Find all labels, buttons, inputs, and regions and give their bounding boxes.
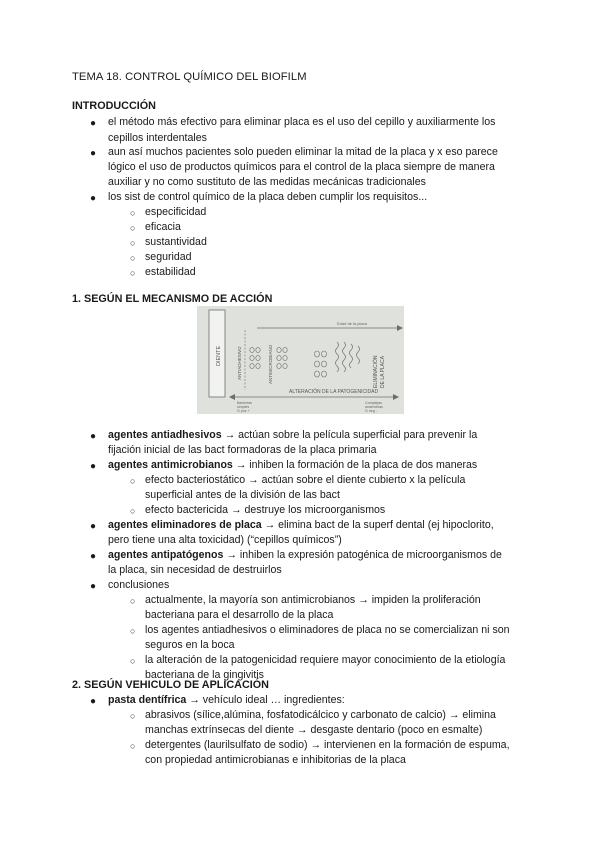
conclusion-3-line-1: la alteración de la patogenicidad requiere mayor conocimiento de la etiología — [145, 654, 506, 666]
circle-bullet-icon: ○ — [130, 656, 136, 666]
agent-2-sub-1-line-2: superficial antes de la división de las bact — [145, 489, 340, 501]
conclusion-1-line-2: bacteriana para el desarrollo de la placa — [145, 609, 334, 621]
agent-3-line-1 — [108, 519, 494, 531]
left-note-1: Bacterias — [237, 401, 252, 405]
intro-bullet-2-line-1: aun así muchos pacientes solo pueden eliminar la mitad de la placa y x eso parece — [108, 146, 498, 158]
requirement-item: especificidad — [145, 206, 207, 218]
agent-2-desc: → inhiben la formación de la placa de dos maneras — [232, 459, 478, 471]
ingredient-2-line-2: con propiedad antimicrobianas e inhibitorias de la placa — [145, 754, 406, 766]
conclusion-2-line-1: los agentes antiadhesivos o eliminadores de placa no se comercializan ni son — [145, 624, 510, 636]
circle-bullet-icon: ○ — [130, 268, 136, 278]
bullet-icon: ● — [90, 118, 97, 129]
agent-2-line-1 — [108, 459, 477, 471]
circle-bullet-icon: ○ — [130, 626, 136, 636]
bullet-icon: ● — [90, 193, 97, 204]
bullet-icon: ● — [90, 521, 97, 532]
left-note-3: G pos + — [237, 409, 250, 413]
antiadhesivo-label: ANTIADHESIVO — [237, 346, 242, 380]
circle-bullet-icon: ○ — [130, 596, 136, 606]
eliminacion-label: ELIMINACIÓN — [373, 355, 379, 388]
circle-bullet-icon: ○ — [130, 741, 136, 751]
intro-heading: INTRODUCCIÓN — [72, 100, 156, 112]
agent-3-desc: → elimina bact de la superf dental (ej hipoclorito, — [261, 519, 494, 531]
agent-1-line-1 — [108, 429, 477, 441]
requirement-item: estabilidad — [145, 266, 196, 278]
agent-4-term: agentes antipatógenos — [108, 549, 224, 561]
circle-bullet-icon: ○ — [130, 238, 136, 248]
requirement-item: seguridad — [145, 251, 192, 263]
agent-4-line-2: la placa, sin necesidad de destruirlos — [108, 564, 282, 576]
bullet-icon: ● — [90, 461, 97, 472]
circle-bullet-icon: ○ — [130, 711, 136, 721]
bullet-icon: ● — [90, 581, 97, 592]
intro-bullet-1-line-2: cepillos interdentales — [108, 132, 207, 144]
agent-4-desc: → inhiben la expresión patogénica de microorganismos de — [223, 549, 502, 561]
agent-1-desc: → actúan sobre la película superficial para prevenir la — [221, 429, 478, 441]
agent-4-line-1 — [108, 549, 502, 561]
bullet-icon: ● — [90, 431, 97, 442]
edad-label: Edad de la placa — [337, 321, 367, 326]
bullet-icon: ● — [90, 148, 97, 159]
circle-bullet-icon: ○ — [130, 223, 136, 233]
right-note-3: G neg - — [365, 409, 377, 413]
left-note-2: simples — [237, 405, 250, 409]
toothpaste-desc: → vehículo ideal … ingredientes: — [186, 694, 345, 706]
requirement-item: sustantividad — [145, 236, 207, 248]
agent-2-sub-2-line-1: efecto bactericida → destruye los microorganismos — [145, 504, 386, 516]
section-1-heading: 1. SEGÚN EL MECANISMO DE ACCIÓN — [72, 293, 273, 305]
right-note-1: Complejas — [365, 401, 382, 405]
ingredient-1-line-2: manchas extrínsecas del diente → desgaste dentario (poco en esmalte) — [145, 724, 483, 736]
section-2-heading: 2. SEGÚN VEHICULO DE APLICACIÓN — [72, 679, 269, 691]
agent-2-term: agentes antimicrobianos — [108, 459, 233, 471]
document-title: TEMA 18. CONTROL QUÍMICO DEL BIOFILM — [72, 71, 307, 83]
conclusions-label: conclusiones — [108, 579, 170, 591]
circle-bullet-icon: ○ — [130, 208, 136, 218]
conclusion-1-line-1: actualmente, la mayoría son antimicrobianos → impiden la proliferación — [145, 594, 481, 606]
agent-1-line-2: fijación inicial de las bact formadoras de la placa primaria — [108, 444, 377, 456]
circle-bullet-icon: ○ — [130, 253, 136, 263]
requirement-item: eficacia — [145, 221, 181, 233]
antimicrobiano-label: ANTIMICROBIANO — [268, 344, 273, 384]
eliminacion-label-2: DE LA PLACA — [380, 356, 386, 388]
ingredient-1-line-1: abrasivos (sílice,alúmina, fosfatodicálcico y carbonato de calcio) → elimina — [145, 709, 496, 721]
agent-3-term: agentes eliminadores de placa — [108, 519, 262, 531]
bullet-icon: ● — [90, 696, 97, 707]
circle-bullet-icon: ○ — [130, 506, 136, 516]
intro-bullet-3-line-1: los sist de control químico de la placa deben cumplir los requisitos... — [108, 191, 428, 203]
conclusion-3-line-2: bacteriana de la gingivitis — [145, 669, 264, 681]
intro-bullet-2-line-2: lógico el uso de productos químicos para el control de la placa siempre de manera — [108, 161, 495, 173]
intro-bullet-2-line-3: auxiliar y no como sustituto de las medidas mecánicas tradicionales — [108, 176, 426, 188]
right-note-2: anaerobias — [365, 405, 383, 409]
mechanism-diagram — [197, 306, 404, 414]
ingredient-2-line-1: detergentes (laurilsulfato de sodio) → intervienen en la formación de espuma, — [145, 739, 510, 751]
circle-bullet-icon: ○ — [130, 476, 136, 486]
agent-3-line-2: pero tiene una alta toxicidad) (“cepillos químicos”) — [108, 534, 342, 546]
intro-bullet-1-line-1: el método más efectivo para eliminar placa es el uso del cepillo y auxiliarmente los — [108, 116, 496, 128]
alteracion-label: ALTERACIÓN DE LA PATOGENICIDAD — [289, 389, 379, 395]
diente-label: DIENTE — [216, 345, 222, 366]
conclusion-2-line-2: seguros en la boca — [145, 639, 235, 651]
agent-1-term: agentes antiadhesivos — [108, 429, 222, 441]
bullet-icon: ● — [90, 551, 97, 562]
toothpaste-line — [108, 694, 345, 706]
agent-2-sub-1-line-1: efecto bacteriostático → actúan sobre el diente cubierto x la película — [145, 474, 466, 486]
toothpaste-term: pasta dentífrica — [108, 694, 187, 706]
